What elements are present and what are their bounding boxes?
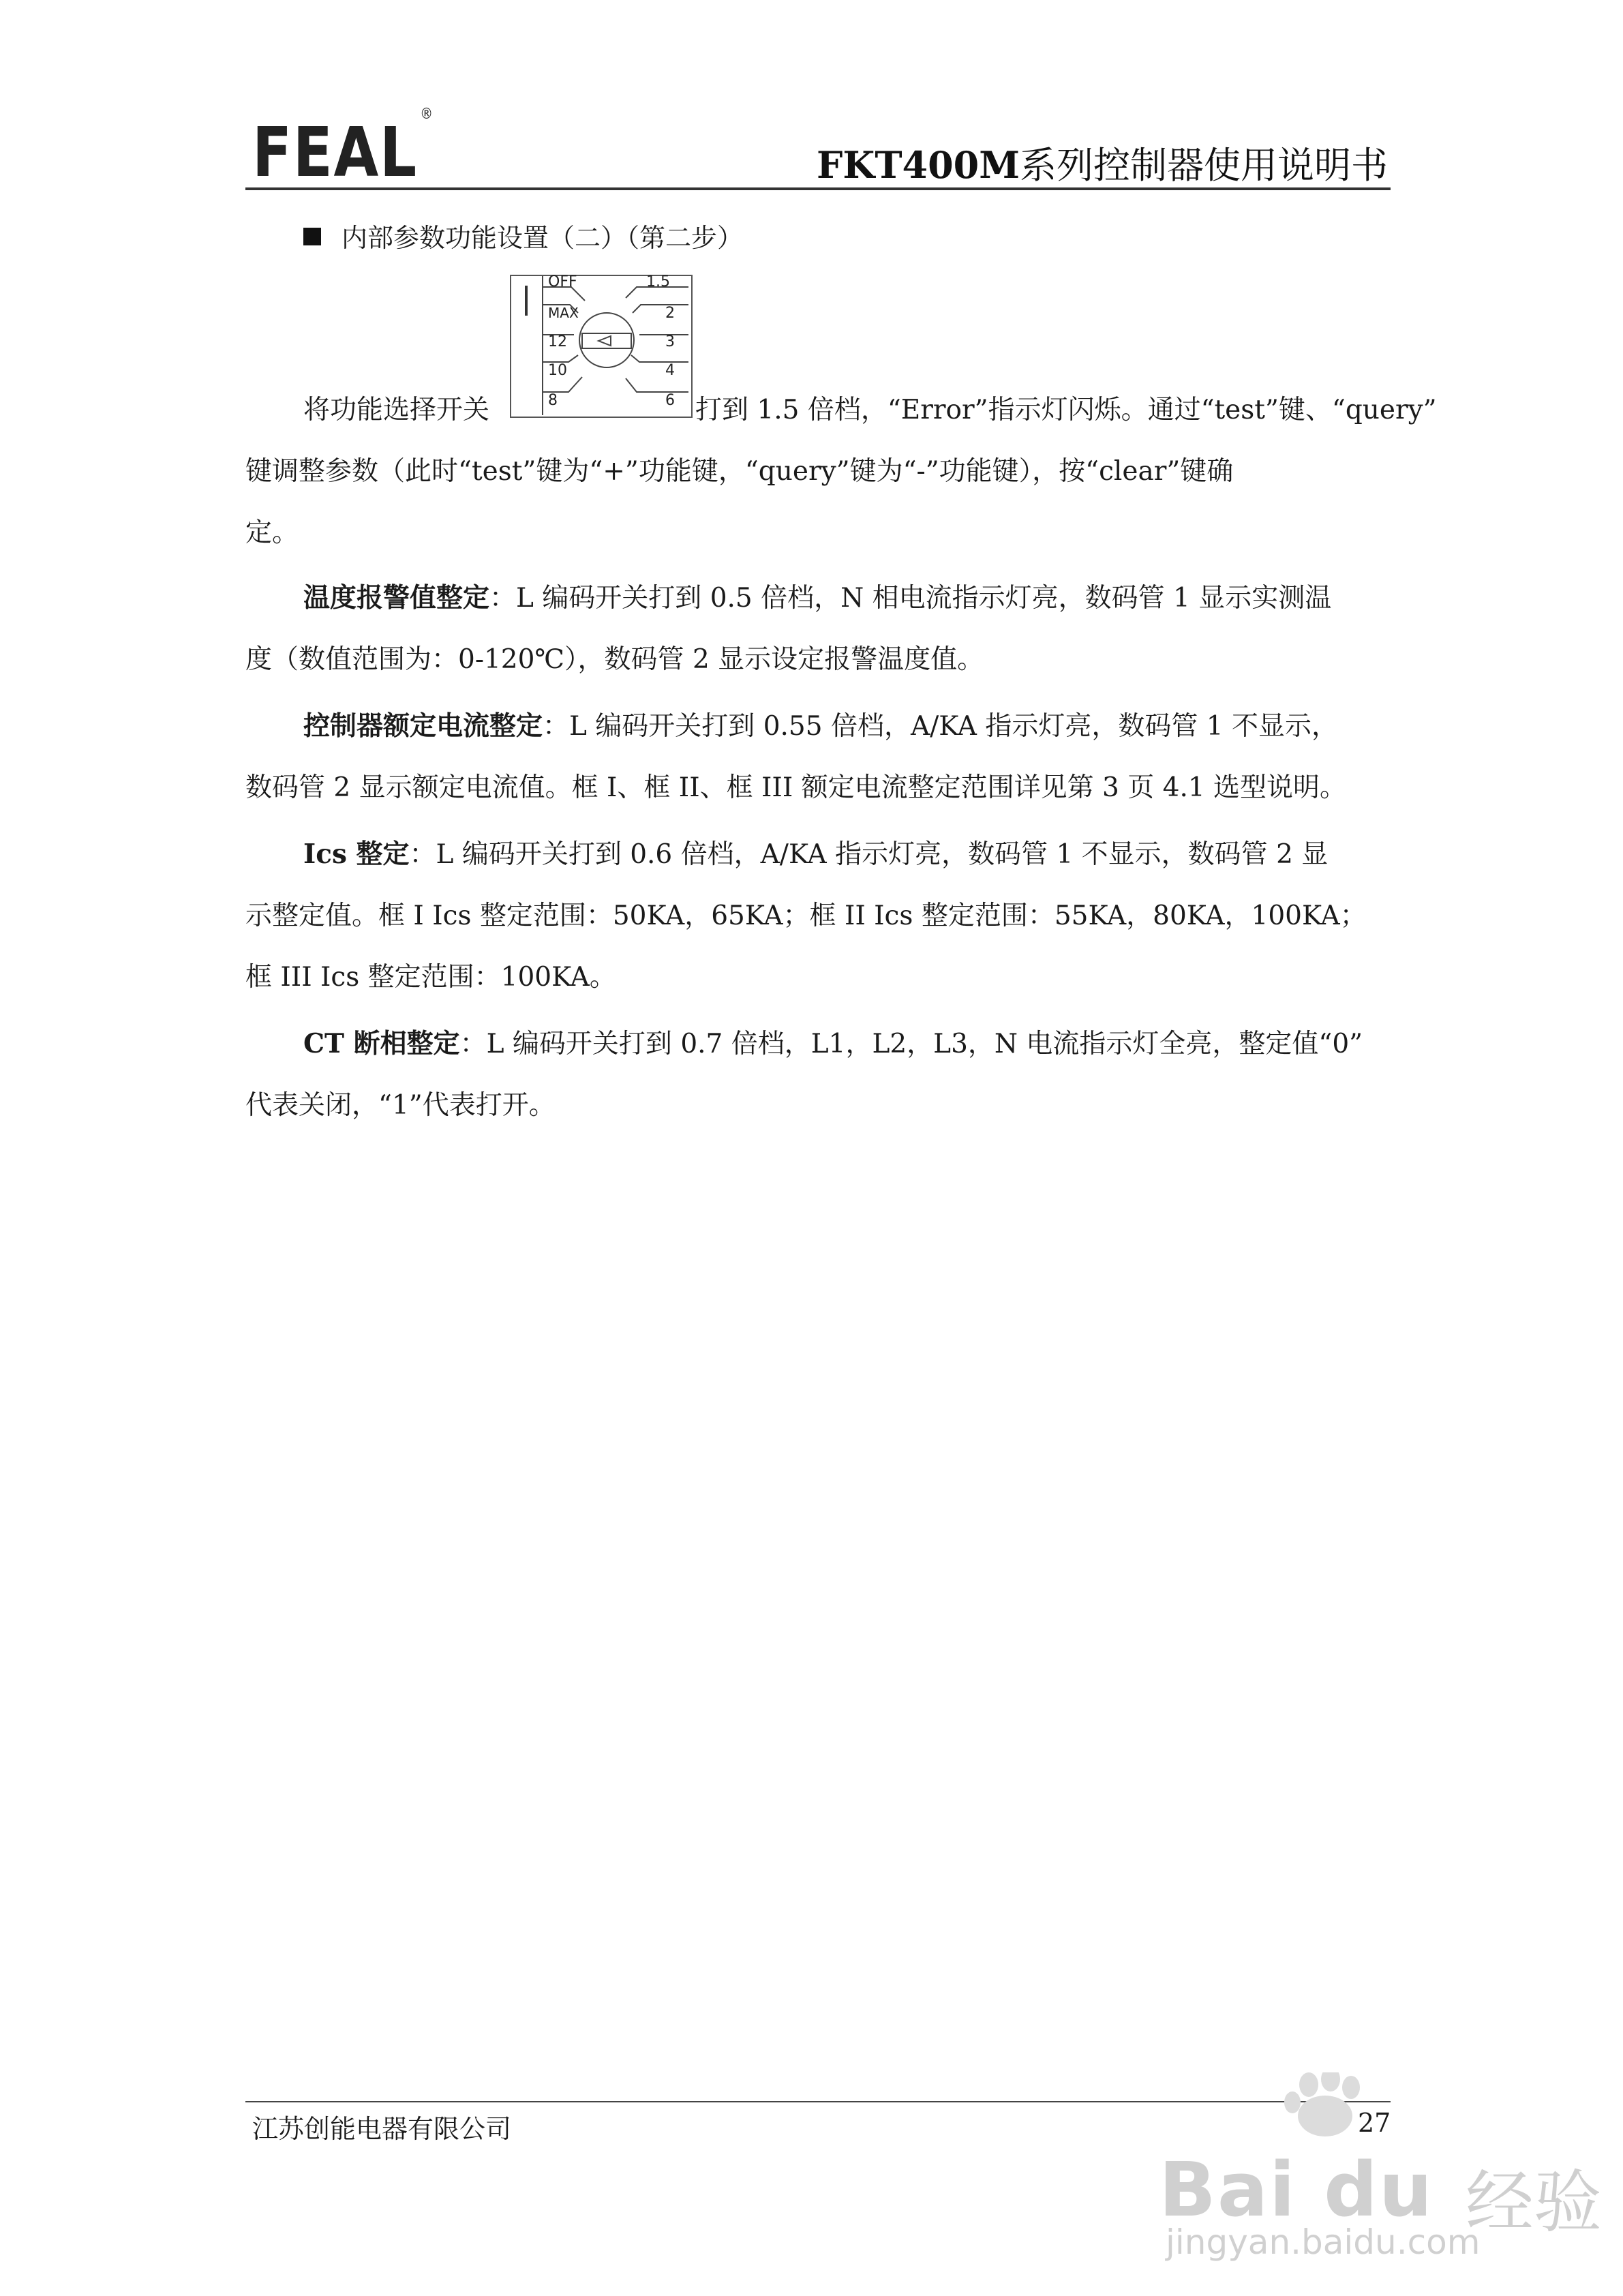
square-bullet-icon: [303, 228, 321, 245]
watermark-cn: 经验: [1466, 2162, 1602, 2242]
paragraph-ct-line-2: 代表关闭，“1”代表打开。: [245, 1090, 556, 1121]
footer-company: 江苏创能电器有限公司: [252, 2114, 512, 2144]
switch-label-3: 3: [665, 333, 675, 350]
title-text: 系列控制器使用说明书: [1020, 144, 1388, 187]
switch-label-2: 2: [665, 305, 675, 322]
paragraph-1-line-3: 定。: [245, 517, 299, 548]
paragraph-1-line-2: 键调整参数（此时“test”键为“+”功能键，“query”键为“-”功能键），按“clear”键确: [245, 456, 1234, 487]
switch-label-10: 10: [548, 362, 567, 379]
switch-label-6: 6: [665, 392, 675, 409]
paragraph-ics-line-1: [303, 833, 1328, 871]
page-number: 27: [1358, 2108, 1391, 2138]
switch-label-12: 12: [548, 333, 567, 350]
watermark-brand: Bai du: [1159, 2146, 1434, 2233]
paragraph-ics-line-3: 框 III Ics 整定范围：100KA。: [245, 962, 616, 993]
model-name: FKT400M: [817, 143, 1020, 187]
paragraph-1-start: 将功能选择开关: [303, 395, 490, 425]
watermark-url: jingyan.baidu.com: [1166, 2222, 1481, 2262]
header-divider: [245, 187, 1391, 190]
paragraph-rated-current-line-1: [303, 705, 1338, 743]
paragraph-rated-current-line-2: 数码管 2 显示额定电流值。框 I、框 II、框 III 额定电流整定范围详见第 3 页 4.1 选型说明。: [245, 772, 1347, 803]
registered-mark: ®: [420, 105, 434, 123]
ics-text-1: ：L 编码开关打到 0.6 倍档，A/KA 指示灯亮，数码管 1 不显示，数码管 2 显: [409, 839, 1329, 870]
rated-current-text-1: ：L 编码开关打到 0.55 倍档，A/KA 指示灯亮，数码管 1 不显示，: [543, 711, 1338, 742]
paragraph-ics-line-2: 示整定值。框 I Ics 整定范围：50KA，65KA；框 II Ics 整定范围：55KA，80KA，100KA；: [245, 901, 1367, 931]
rated-current-label: 控制器额定电流整定: [303, 710, 543, 742]
logo-text: FEAL: [252, 112, 418, 192]
switch-label-1-5: 1.5: [646, 273, 670, 290]
paragraph-1-line-1: 打到 1.5 倍档，“Error”指示灯闪烁。通过“test”键、“query”: [695, 395, 1437, 425]
switch-dial-graphic: [510, 275, 691, 417]
ct-label: CT 断相整定: [303, 1028, 460, 1059]
section-title: 内部参数功能设置（二）（第二步）: [342, 223, 744, 253]
paragraph-ct-line-1: [303, 1023, 1363, 1061]
function-switch-diagram: [510, 275, 691, 417]
temperature-text-1: ：L 编码开关打到 0.5 倍档，N 相电流指示灯亮，数码管 1 显示实测温: [489, 583, 1332, 614]
switch-label-4: 4: [665, 362, 675, 379]
switch-label-off: OFF: [548, 273, 577, 290]
ics-label: Ics 整定: [303, 839, 410, 870]
document-title: [817, 136, 1388, 189]
paragraph-temperature-line-2: 度（数值范围为：0-120℃），数码管 2 显示设定报警温度值。: [245, 644, 984, 675]
section-heading: [303, 217, 743, 254]
brand-logo: [252, 105, 434, 192]
temperature-label: 温度报警值整定: [303, 582, 490, 614]
switch-label-max: MAX: [548, 305, 579, 321]
switch-label-8: 8: [548, 392, 558, 409]
paragraph-temperature-line-1: [303, 577, 1331, 615]
ct-text-1: ：L 编码开关打到 0.7 倍档，L1，L2，L3，N 电流指示灯全亮，整定值“0”: [459, 1029, 1363, 1059]
